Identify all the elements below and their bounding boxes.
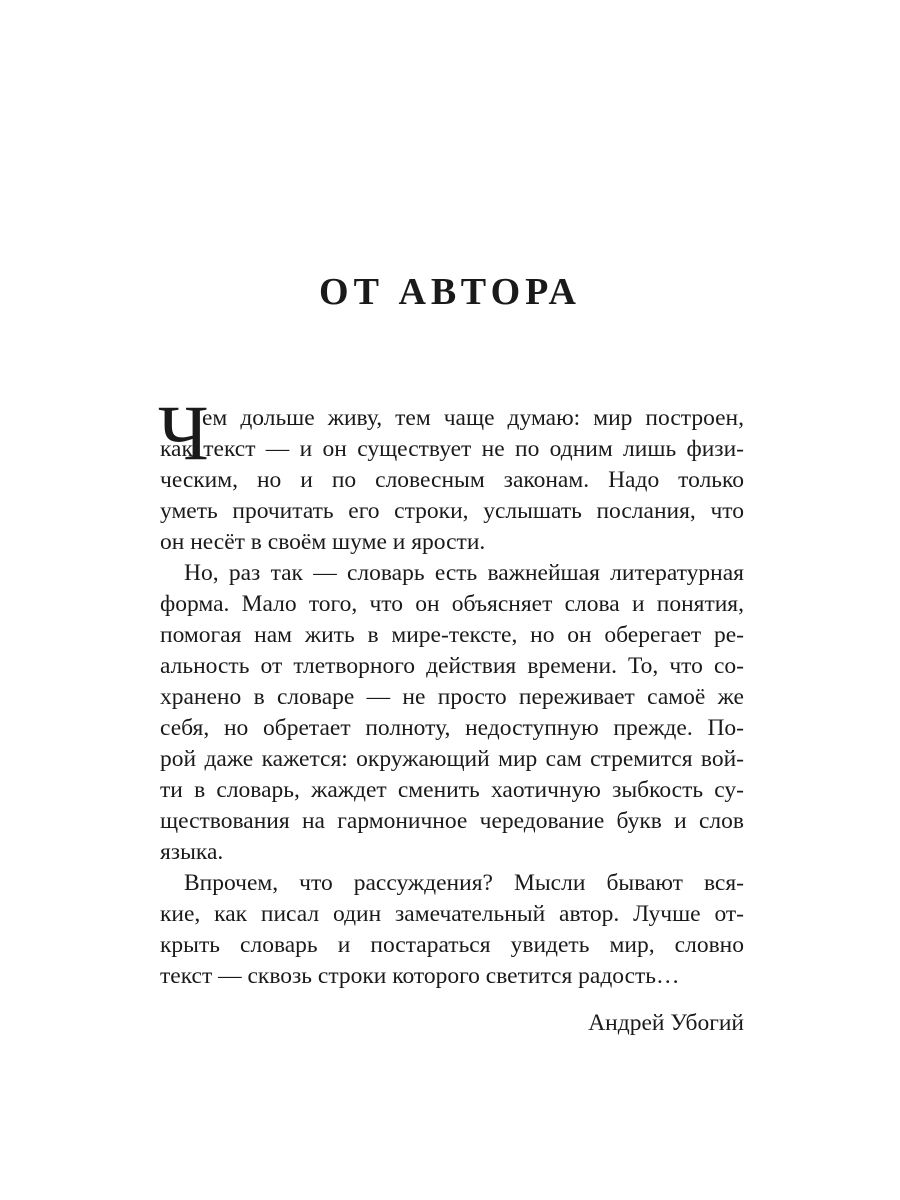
drop-cap: Ч	[158, 389, 209, 476]
text-line: он несёт в своём шуме и ярости.	[160, 529, 486, 555]
text-line: рой даже кажется: окружающий мир сам стремится вой-	[160, 746, 744, 772]
paragraph-first-line: Впрочем, что рассуждения? Мысли бывают вся-	[184, 870, 744, 896]
text-line: хранено в словаре — не просто переживает самоё же	[160, 684, 744, 710]
text-line: ществования на гармоничное чередование букв и слов	[160, 808, 744, 834]
text-line: как текст — и он существует не по одним лишь физи-	[160, 436, 744, 462]
author-preface-text	[158, 389, 744, 992]
first-paragraph-start	[158, 389, 744, 476]
text-line: ческим, но и по словесным законам. Надо только	[160, 467, 744, 493]
text-line: текст — сквозь строки которого светится радость…	[160, 963, 680, 989]
text-line: крыть словарь и постараться увидеть мир, словно	[160, 932, 744, 958]
text-line: кие, как писал один замечательный автор. Лучше от-	[160, 901, 744, 927]
text-line: альность от тлетворного действия времени. То, что со-	[160, 653, 744, 679]
text-line: языка.	[160, 839, 224, 865]
page-title: ОТ АВТОРА	[319, 271, 581, 313]
paragraph-first-line: Но, раз так — словарь есть важнейшая литературная	[184, 560, 744, 586]
text-line: ти в словарь, жаждет сменить хаотичную зыбкость су-	[160, 777, 744, 803]
author-signature: Андрей Убогий	[588, 1010, 744, 1036]
text-line: форма. Мало того, что он объясняет слова и понятия,	[160, 591, 744, 617]
text-line: ем дольше живу, тем чаще думаю: мир построен,	[202, 405, 744, 431]
text-line: себя, но обретает полноту, недоступную прежде. По-	[160, 715, 744, 741]
text-line: уметь прочитать его строки, услышать послания, что	[160, 498, 744, 524]
text-line: помогая нам жить в мире-тексте, но он оберегает ре-	[160, 622, 744, 648]
